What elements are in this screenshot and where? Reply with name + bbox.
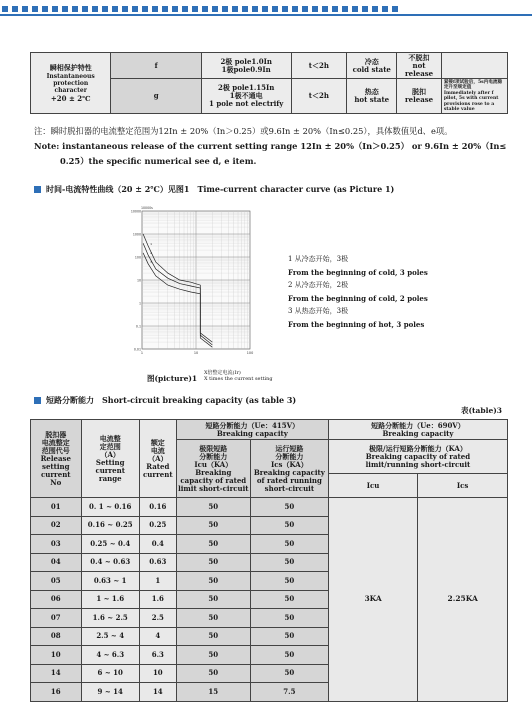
- rated-current-cell: 2.5: [139, 609, 176, 628]
- state-g: [347, 79, 397, 114]
- release-no-cell: 07: [31, 609, 82, 628]
- pole-f-en: 1极pole0.9In: [221, 64, 271, 74]
- breaking-capacity-table: [30, 419, 508, 702]
- icu-690-cell: 3KA: [328, 498, 417, 702]
- release-no-cell: 03: [31, 535, 82, 554]
- legend-entry: From the beginning of cold, 3 poles: [288, 268, 428, 277]
- legend-entry: 2 从冷态开始，2极: [288, 281, 349, 289]
- h2-line: Setting: [95, 457, 125, 467]
- chart-x-label-en: X times the current setting: [204, 376, 273, 382]
- h1-line: setting: [42, 461, 70, 471]
- pole-f: [201, 53, 291, 79]
- release-no-cell: 14: [31, 664, 82, 683]
- icu-415-cell: 50: [176, 535, 250, 554]
- state-g-cn: 热态: [364, 87, 379, 97]
- trip-g: [397, 79, 442, 114]
- release-no-cell: 04: [31, 553, 82, 572]
- release-no-cell: 02: [31, 516, 82, 535]
- header-dash: [372, 6, 378, 12]
- trip-f-cn: 不脱扣: [408, 52, 430, 62]
- release-no-cell: 01: [31, 498, 82, 517]
- ics-415-cell: 50: [250, 572, 328, 591]
- h8-line: 极限/运行短路分断能力（KA）: [369, 443, 467, 453]
- section-breaking-title: [34, 395, 296, 406]
- chart-y-tick: 100: [134, 255, 141, 260]
- setting-range-cell: 4 ~ 6.3: [81, 646, 139, 665]
- protection-header-en: Instantaneous protection character: [46, 72, 95, 94]
- header-dash: [32, 6, 38, 12]
- h3-line: current: [143, 469, 173, 479]
- h3-line: （A）: [148, 453, 168, 463]
- chart-y-tick: 10000: [130, 209, 141, 214]
- trip-f-en: not release: [404, 60, 434, 78]
- icu-415-cell: 50: [176, 627, 250, 646]
- header-dash: [242, 6, 248, 12]
- header-dash: [262, 6, 268, 12]
- h2-line: 定范围: [99, 441, 121, 451]
- col-690-sub: [328, 440, 507, 474]
- code-f: f: [111, 53, 201, 79]
- setting-range-cell: 1.6 ~ 2.5: [81, 609, 139, 628]
- header-dash: [42, 6, 48, 12]
- state-f-cn: 冷态: [364, 56, 379, 66]
- setting-range-cell: 6 ~ 10: [81, 664, 139, 683]
- header-dash: [272, 6, 278, 12]
- h1-line: 电流整定: [41, 437, 70, 447]
- section-curve-title: [34, 184, 394, 195]
- header-decoration: [0, 0, 532, 18]
- icu-415-cell: 50: [176, 609, 250, 628]
- extra-g-en: Immediately after f pilot, 5s with current provisions rose to a stable value: [443, 90, 499, 113]
- ics-415-cell: 50: [250, 646, 328, 665]
- header-dash: [132, 6, 138, 12]
- extra-g: [441, 79, 507, 114]
- setting-range-cell: 0. 1 ~ 0.16: [81, 498, 139, 517]
- header-dash: [342, 6, 348, 12]
- ics-415-cell: 50: [250, 535, 328, 554]
- ics-415-cell: 50: [250, 516, 328, 535]
- protection-header-temp: +20 ± 2℃: [50, 93, 91, 103]
- header-dash: [72, 6, 78, 12]
- col-setting-range: [81, 420, 139, 498]
- rated-current-cell: 0.16: [139, 498, 176, 517]
- chart-x-label: [204, 370, 273, 382]
- pole-g-cn: 2极 pole1.15In: [218, 83, 275, 93]
- icu-415-cell: 50: [176, 590, 250, 609]
- header-dash: [82, 6, 88, 12]
- h6-line: limit short-circuit: [178, 483, 249, 493]
- icu-415-cell: 50: [176, 572, 250, 591]
- header-dash: [2, 6, 8, 12]
- header-dash: [312, 6, 318, 12]
- time-current-chart: [128, 203, 268, 361]
- time-f: t＜2h: [291, 53, 347, 79]
- h7-line: Breaking capacity: [253, 467, 325, 477]
- h1-line: current: [41, 469, 71, 479]
- h5-line: Breaking capacity: [382, 428, 454, 438]
- header-dash: [302, 6, 308, 12]
- rated-current-cell: 0.63: [139, 553, 176, 572]
- icu-415-cell: 50: [176, 664, 250, 683]
- legend-entry: 1 从冷态开始，3极: [288, 255, 349, 263]
- rated-current-cell: 10: [139, 664, 176, 683]
- chart-y-tick: 1000: [132, 232, 141, 237]
- h7-line: of rated running: [256, 475, 322, 485]
- icu-415-cell: 50: [176, 516, 250, 535]
- chart-series-label: 1: [150, 242, 153, 247]
- chart-y-tick: 0.01: [133, 347, 141, 352]
- release-no-cell: 06: [31, 590, 82, 609]
- trip-f: [397, 53, 442, 79]
- ics-415-cell: 50: [250, 498, 328, 517]
- h3-line: 额定: [150, 437, 165, 447]
- header-dash: [142, 6, 148, 12]
- icu-415-cell: 50: [176, 646, 250, 665]
- note-en-1: Note: instantaneous release of the current setting range 12In ± 20%（In＞0.25） or 9.6In ± 20%（In≤: [34, 141, 507, 151]
- chart-x-tick: 10: [193, 351, 199, 355]
- ics-415-cell: 50: [250, 627, 328, 646]
- h7-line: 运行短路: [275, 443, 304, 453]
- rated-current-cell: 0.4: [139, 535, 176, 554]
- header-dash: [152, 6, 158, 12]
- h1-line: 范围代号: [41, 445, 70, 455]
- protection-table: [30, 52, 508, 114]
- header-dash: [182, 6, 188, 12]
- h7-line: 分断能力: [275, 451, 304, 461]
- section-marker-icon: [34, 397, 41, 404]
- chart-x-label-cn: X倍整定电流(Ir): [204, 370, 241, 376]
- h3-line: 电流: [150, 445, 165, 455]
- setting-range-cell: 0.4 ~ 0.63: [81, 553, 139, 572]
- header-dash: [382, 6, 388, 12]
- h6-line: Icu（KA）: [194, 459, 233, 469]
- time-g: t＜2h: [291, 79, 347, 114]
- header-dash: [212, 6, 218, 12]
- ics-415-cell: 50: [250, 553, 328, 572]
- ics-415-cell: 50: [250, 590, 328, 609]
- col-415v: [176, 420, 328, 440]
- h6-line: capacity of rated: [180, 475, 247, 485]
- ics-415-cell: 50: [250, 664, 328, 683]
- chart-caption: 图(picture)1: [147, 374, 198, 383]
- header-rule: [0, 14, 532, 16]
- code-g: g: [111, 79, 201, 114]
- extra-f: [441, 53, 507, 79]
- rated-current-cell: 1: [139, 572, 176, 591]
- h1-line: No: [50, 477, 62, 487]
- pole-g-en: 1极不通电: [229, 91, 263, 101]
- header-dash: [112, 6, 118, 12]
- h6-line: 分断能力: [199, 451, 228, 461]
- header-dash: [172, 6, 178, 12]
- chart-series-label: 2: [150, 251, 153, 256]
- chart-y-tick: 10: [136, 278, 141, 283]
- h2-line: range: [98, 473, 122, 483]
- icu-415-cell: 15: [176, 683, 250, 702]
- note-cn: 注：瞬时脱扣器的电流整定范围为12In ± 20%（In＞0.25）或9.6In ± 20%（In≤0.25），具体数值见d、e项。: [34, 126, 453, 136]
- setting-range-cell: 1 ~ 1.6: [81, 590, 139, 609]
- chart-legend: [288, 253, 428, 331]
- col-ics-415: [250, 440, 328, 498]
- rated-current-cell: 4: [139, 627, 176, 646]
- extra-g-cn: 紧接f项试验后，5s内电流稳定升至规定值: [443, 80, 503, 91]
- header-dash: [22, 6, 28, 12]
- setting-range-cell: 2.5 ~ 4: [81, 627, 139, 646]
- pole-f-cn: 2极 pole1.0In: [220, 56, 272, 66]
- protection-header-cn: 瞬相保护特性: [49, 62, 92, 72]
- header-dash: [232, 6, 238, 12]
- h2-line: 电流整: [99, 433, 121, 443]
- section-breaking-text: 短路分断能力 Short-circuit breaking capacity (as table 3): [46, 395, 297, 405]
- chart-y-tick: 1: [138, 301, 141, 306]
- h6-line: Breaking: [195, 467, 232, 477]
- h2-line: （A）: [100, 449, 120, 459]
- chart-y-top-label: 10000s: [141, 206, 153, 210]
- pole-g: [201, 79, 291, 114]
- setting-range-cell: 0.63 ~ 1: [81, 572, 139, 591]
- header-dash: [332, 6, 338, 12]
- col-icu-415: [176, 440, 250, 498]
- h6-line: 极限短路: [199, 443, 228, 453]
- header-dash: [252, 6, 258, 12]
- release-no-cell: 16: [31, 683, 82, 702]
- section-marker-icon: [34, 186, 41, 193]
- h8-line: Breaking capacity of rated: [365, 451, 471, 461]
- h2-line: current: [95, 465, 125, 475]
- header-dash: [292, 6, 298, 12]
- h4-line: Breaking capacity: [216, 428, 288, 438]
- setting-range-cell: 0.16 ~ 0.25: [81, 516, 139, 535]
- rated-current-cell: 0.25: [139, 516, 176, 535]
- section-curve-text: 时间-电流特性曲线（20 ± 2℃）见图1 Time-current character curve (as Picture 1): [46, 184, 395, 194]
- header-dash: [202, 6, 208, 12]
- legend-entry: From the beginning of hot, 3 poles: [288, 320, 425, 329]
- state-g-en: hot state: [354, 95, 390, 105]
- h8-line: limit/running short-circuit: [365, 459, 471, 469]
- header-dash: [12, 6, 18, 12]
- chart-y-tick: 0.1: [135, 324, 141, 329]
- release-no-cell: 10: [31, 646, 82, 665]
- legend-entry: 3 从热态开始，3极: [288, 307, 349, 315]
- header-dash: [222, 6, 228, 12]
- chart-series-label: 3: [150, 259, 153, 264]
- col-release-no: [31, 420, 82, 498]
- trip-g-cn: 脱扣: [412, 87, 427, 97]
- trip-g-en: release: [404, 95, 434, 105]
- ics-415-cell: 50: [250, 609, 328, 628]
- setting-range-cell: 9 ~ 14: [81, 683, 139, 702]
- h3-line: Rated: [146, 461, 170, 471]
- note-en-2: 0.25）the specific numerical see d, e item.: [60, 156, 257, 166]
- legend-entry: From the beginning of cold, 2 poles: [288, 294, 428, 303]
- header-dash: [122, 6, 128, 12]
- chart-x-tick: 1: [140, 351, 144, 355]
- icu-415-cell: 50: [176, 553, 250, 572]
- state-f-en: cold state: [352, 64, 391, 74]
- rated-current-cell: 6.3: [139, 646, 176, 665]
- h7-line: short-circuit: [264, 483, 315, 493]
- h1-line: 脱扣器: [45, 429, 67, 439]
- header-dash: [362, 6, 368, 12]
- icu-415-cell: 50: [176, 498, 250, 517]
- header-dash: [192, 6, 198, 12]
- release-no-cell: 05: [31, 572, 82, 591]
- pole-g-en2: 1 pole not electrify: [209, 99, 284, 109]
- table3-label: 表(table)3: [461, 406, 503, 415]
- header-dash: [282, 6, 288, 12]
- h1-line: Release: [40, 453, 71, 463]
- col-ics-690: Ics: [418, 474, 508, 498]
- chart-x-tick: 100: [246, 351, 254, 355]
- h4-line: 短路分断能力（Ue：415V）: [205, 420, 300, 430]
- setting-range-cell: 0.25 ~ 0.4: [81, 535, 139, 554]
- header-dash: [392, 6, 398, 12]
- h5-line: 短路分断能力（Ue：690V）: [371, 420, 465, 430]
- ics-415-cell: 7.5: [250, 683, 328, 702]
- h7-line: Ics（KA）: [271, 459, 308, 469]
- rated-current-cell: 1.6: [139, 590, 176, 609]
- col-rated-current: [139, 420, 176, 498]
- header-dash: [162, 6, 168, 12]
- header-dash: [52, 6, 58, 12]
- release-no-cell: 08: [31, 627, 82, 646]
- col-690v: [328, 420, 507, 440]
- header-dash: [102, 6, 108, 12]
- header-dash: [322, 6, 328, 12]
- header-dash: [62, 6, 68, 12]
- header-dash: [92, 6, 98, 12]
- rated-current-cell: 14: [139, 683, 176, 702]
- header-dash: [352, 6, 358, 12]
- table-row: [31, 498, 508, 517]
- ics-690-cell: 2.25KA: [418, 498, 508, 702]
- state-f: [347, 53, 397, 79]
- protection-header: [31, 53, 111, 114]
- col-icu-690: Icu: [328, 474, 417, 498]
